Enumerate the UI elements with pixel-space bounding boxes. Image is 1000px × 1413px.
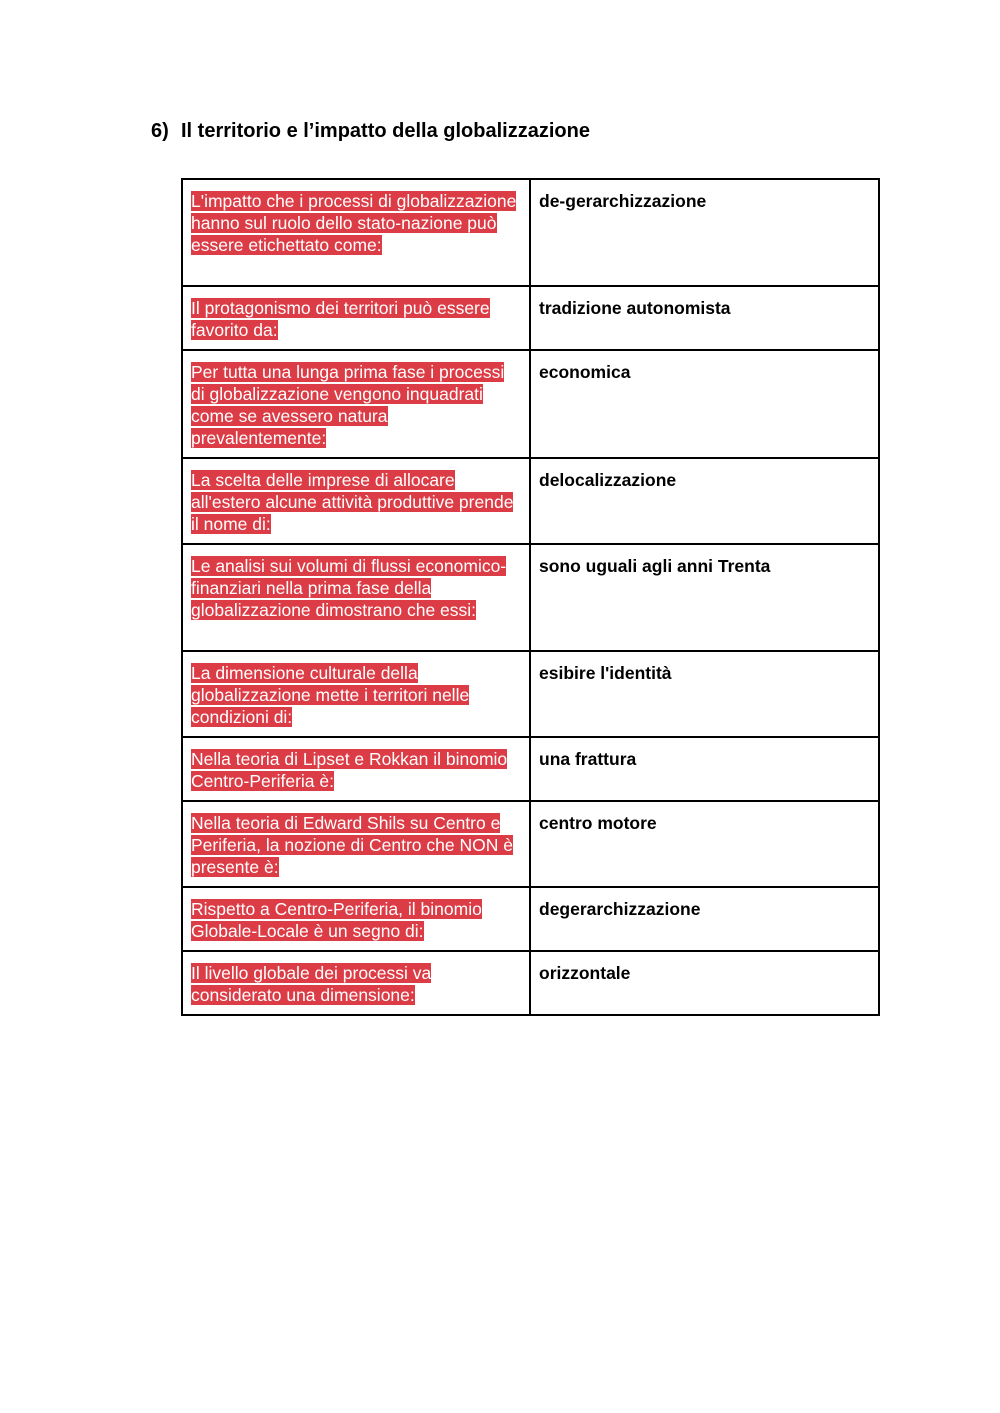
question-text: La scelta delle imprese di allocare all'estero alcune attività produttive prende il nome di: — [191, 470, 514, 534]
question-answer-table — [181, 178, 880, 1016]
question-text: La dimensione culturale della globalizzazione mette i territori nelle condizioni di: — [191, 663, 470, 727]
question-cell — [182, 801, 530, 887]
answer-text: de-gerarchizzazione — [539, 191, 707, 211]
answer-text: una frattura — [539, 749, 637, 769]
table-row — [182, 887, 879, 951]
question-text: Il protagonismo dei territori può essere favorito da: — [191, 298, 490, 340]
question-text: Il livello globale dei processi va considerato una dimensione: — [191, 963, 432, 1005]
question-cell — [182, 651, 530, 737]
table-row — [182, 737, 879, 801]
answer-text: economica — [539, 362, 631, 382]
section-title: Il territorio e l’impatto della globalizzazione — [181, 120, 590, 142]
table-row — [182, 286, 879, 350]
section-number: 6) — [151, 120, 169, 142]
answer-text: esibire l'identità — [539, 663, 672, 683]
question-text: Nella teoria di Edward Shils su Centro e Periferia, la nozione di Centro che NON è presente è: — [191, 813, 513, 877]
answer-cell — [530, 737, 879, 801]
answer-cell — [530, 350, 879, 458]
table-row — [182, 544, 879, 651]
question-cell — [182, 458, 530, 544]
answer-cell — [530, 544, 879, 651]
question-cell — [182, 286, 530, 350]
question-text: Rispetto a Centro-Periferia, il binomio Globale-Locale è un segno di: — [191, 899, 482, 941]
question-text: Nella teoria di Lipset e Rokkan il binomio Centro-Periferia è: — [191, 749, 508, 791]
answer-cell — [530, 951, 879, 1015]
table-row — [182, 458, 879, 544]
answer-text: centro motore — [539, 813, 657, 833]
table-row — [182, 179, 879, 286]
question-cell — [182, 737, 530, 801]
answer-cell — [530, 458, 879, 544]
answer-cell — [530, 887, 879, 951]
answer-text: delocalizzazione — [539, 470, 677, 490]
answer-text: degerarchizzazione — [539, 899, 701, 919]
question-cell — [182, 350, 530, 458]
table-row — [182, 801, 879, 887]
answer-cell — [530, 286, 879, 350]
question-text: Le analisi sui volumi di flussi economico-finanziari nella prima fase della globalizzazione dimostrano che essi: — [191, 556, 507, 620]
answer-cell — [530, 179, 879, 286]
section-heading — [151, 120, 590, 143]
question-cell — [182, 544, 530, 651]
answer-cell — [530, 651, 879, 737]
question-text: L'impatto che i processi di globalizzazione hanno sul ruolo dello stato-nazione può essere etichettato come: — [191, 191, 517, 255]
answer-text: sono uguali agli anni Trenta — [539, 556, 771, 576]
question-cell — [182, 179, 530, 286]
question-cell — [182, 951, 530, 1015]
answer-cell — [530, 801, 879, 887]
question-text: Per tutta una lunga prima fase i processi di globalizzazione vengono inquadrati come se avessero natura prevalentemente: — [191, 362, 505, 448]
table-row — [182, 651, 879, 737]
table-row — [182, 951, 879, 1015]
answer-text: tradizione autonomista — [539, 298, 731, 318]
table-row — [182, 350, 879, 458]
answer-text: orizzontale — [539, 963, 631, 983]
question-cell — [182, 887, 530, 951]
